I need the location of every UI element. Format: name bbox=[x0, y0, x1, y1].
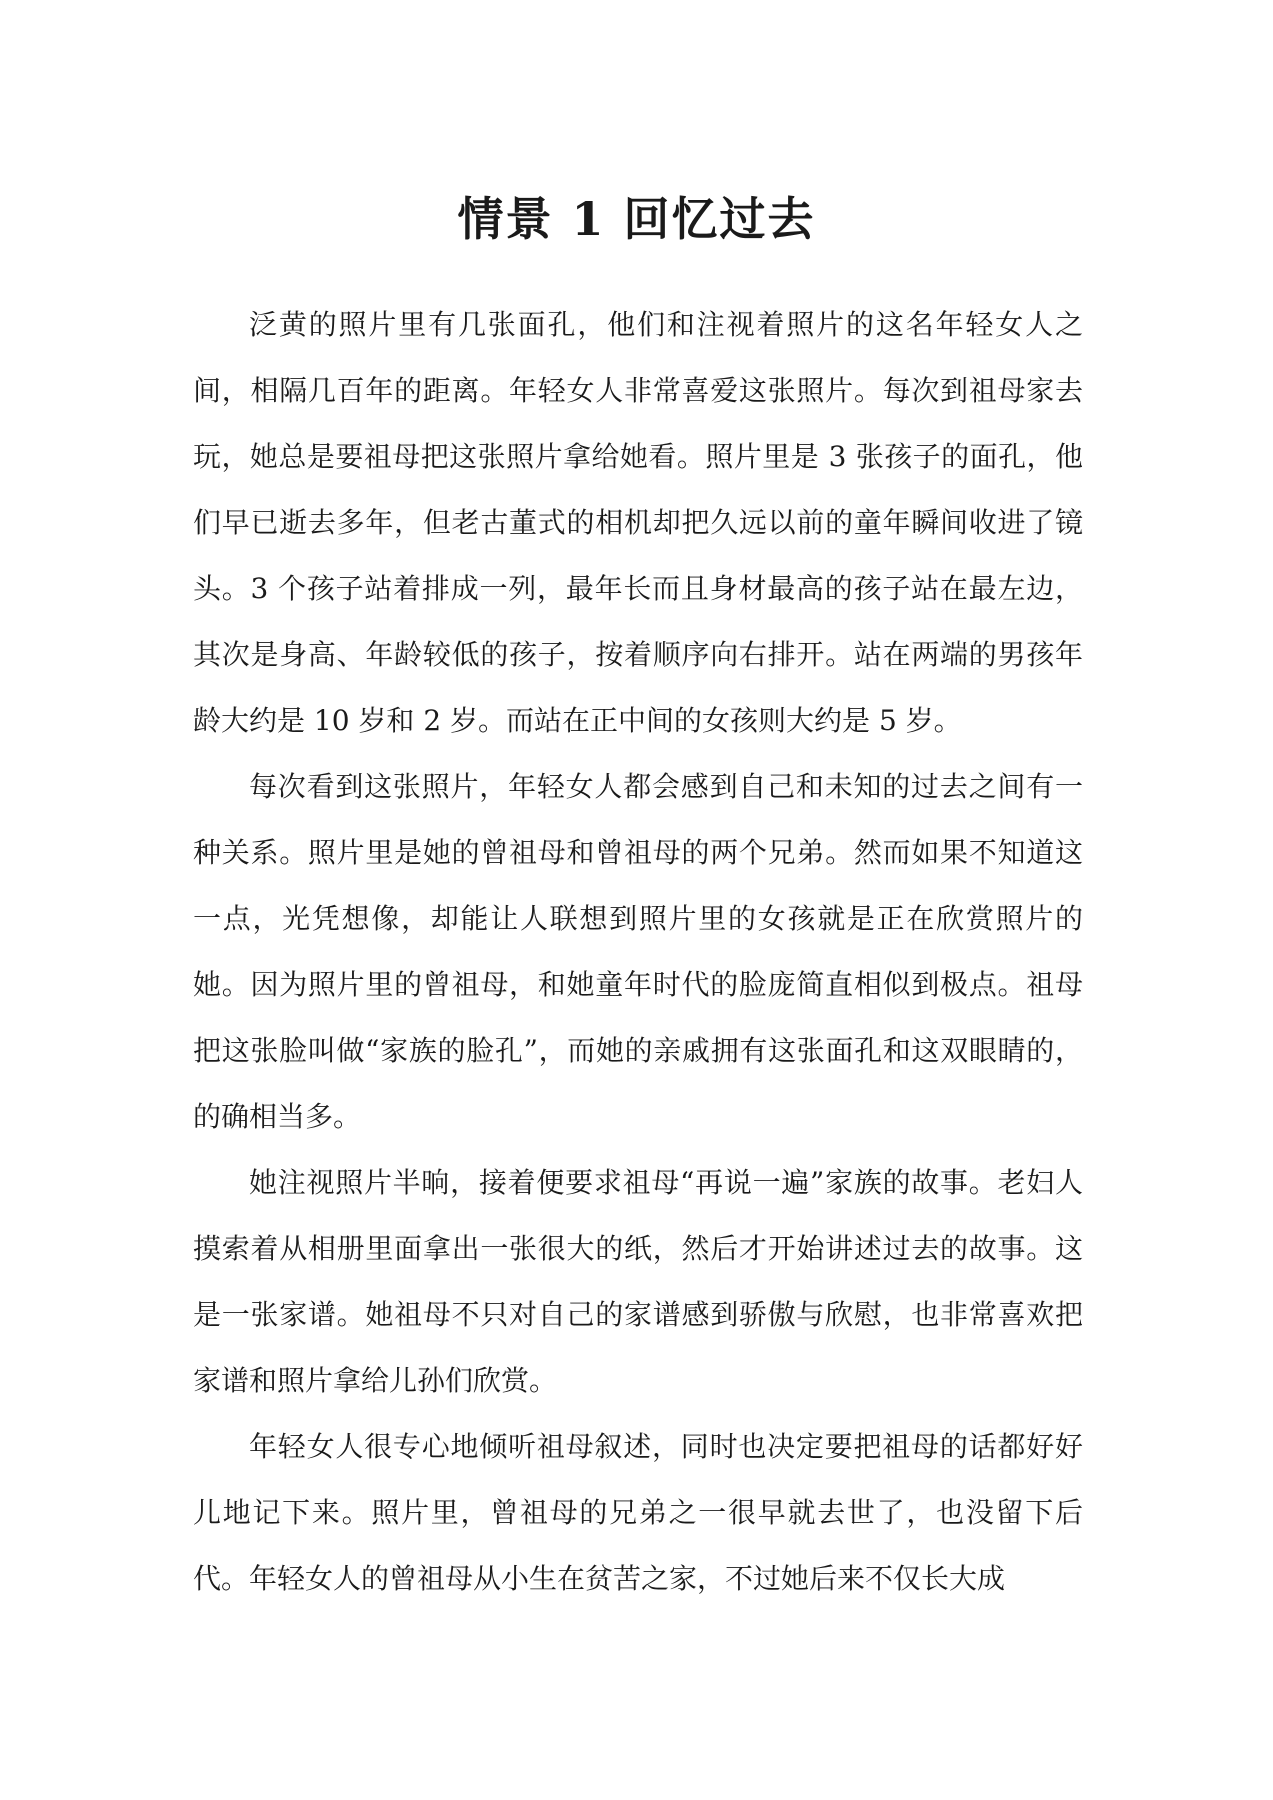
body-text bbox=[193, 292, 1083, 1612]
page-title: 情景 1 回忆过去 bbox=[457, 191, 816, 246]
paragraph-1: 泛黄的照片里有几张面孔，他们和注视着照片的这名年轻女人之间，相隔几百年的距离。年轻女人非常喜爱这张照片。每次到祖母家去玩，她总是要祖母把这张照片拿给她看。照片里是 3 张孩子的面孔，他们早已逝去多年，但老古董式的相机却把久远以前的童年瞬间收进了镜头。3 个孩子站着排成一列，最年长而且身材最高的孩子站在最左边，其次是身高、年龄较低的孩子，按着顺序向右排开。站在两端的男孩年龄大约是 10 岁和 2 岁。而站在正中间的女孩则大约是 5 岁。 bbox=[193, 308, 1083, 737]
paragraph-2: 每次看到这张照片，年轻女人都会感到自己和未知的过去之间有一种关系。照片里是她的曾祖母和曾祖母的两个兄弟。然而如果不知道这一点，光凭想像，却能让人联想到照片里的女孩就是正在欣赏照片的她。因为照片里的曾祖母，和她童年时代的脸庞简直相似到极点。祖母把这张脸叫做“家族的脸孔”，而她的亲戚拥有这张面孔和这双眼睛的，的确相当多。 bbox=[193, 770, 1083, 1133]
paragraph-4: 年轻女人很专心地倾听祖母叙述，同时也决定要把祖母的话都好好儿地记下来。照片里，曾祖母的兄弟之一很早就去世了，也没留下后代。年轻女人的曾祖母从小生在贫苦之家，不过她后来不仅长大成 bbox=[193, 1430, 1083, 1595]
paragraph-3: 她注视照片半晌，接着便要求祖母“再说一遍”家族的故事。老妇人摸索着从相册里面拿出一张很大的纸，然后才开始讲述过去的故事。这是一张家谱。她祖母不只对自己的家谱感到骄傲与欣慰，也非常喜欢把家谱和照片拿给儿孙们欣赏。 bbox=[193, 1166, 1083, 1397]
